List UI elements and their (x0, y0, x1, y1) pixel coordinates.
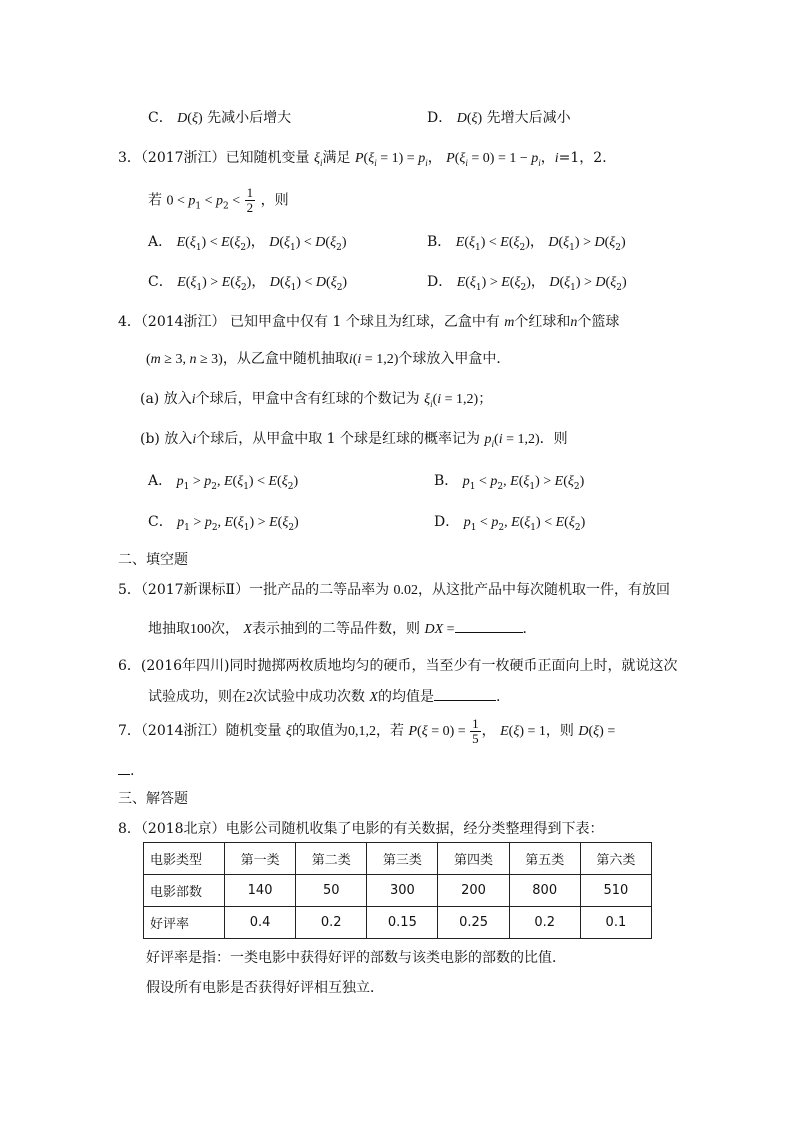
q2-option-d: D． D(ξ) 先增大后减小 (427, 110, 571, 126)
table-cell: 第五类 (509, 843, 580, 875)
table-cell: 0.15 (367, 907, 438, 939)
q4-option-d: D． $p_1 < p_2$, $E(\xi_1) < E(\xi_2)$ (434, 514, 586, 533)
q6-stem: 6．(2016年四川)同时抛掷两枚质地均匀的硬币，当至少有一枚硬币正面向上时，就说这次 (118, 658, 678, 674)
table-cell: 电影类型 (144, 843, 225, 875)
table-cell: 800 (509, 875, 580, 907)
answer-blank[interactable] (434, 686, 496, 701)
q3-option-d: D． $E(\xi_1) > E(\xi_2)$， $D(\xi_1) > D(\xi_2)$ (427, 274, 627, 293)
table-cell: 第四类 (438, 843, 509, 875)
q4-sub-b: (b) 放入i个球后，从甲盒中取 1 个球是红球的概率记为 $p_i(i = 1,2)$．则 (140, 431, 568, 449)
q3-option-b: B． $E(\xi_1) < E(\xi_2)$， $D(\xi_1) > D(\xi_2)$ (427, 234, 626, 253)
table-row (144, 875, 652, 907)
table-row (144, 907, 652, 939)
table-cell: 电影部数 (144, 875, 225, 907)
section-title-fill-in: 二、填空题 (118, 552, 188, 568)
table-cell: 0.2 (509, 907, 580, 939)
q4-stem-line2: (m ≥ 3, n ≥ 3)，从乙盒中随机抽取i(i = 1,2)个球放入甲盒中． (146, 351, 511, 367)
q4-stem: 4．（2014浙江） 已知甲盒中仅有 1 个球且为红球，乙盒中有 m个红球和n个篮球 (118, 314, 620, 330)
table-cell: 0.4 (225, 907, 296, 939)
q3-condition: 若 $0 < p_1 < p_2$ < $\frac{1}{2}$ ，则 (148, 185, 289, 215)
q7-stem: 7．（2014浙江）随机变量 ξ的取值为0,1,2，若 P(ξ = 0) = $\frac{1}{5}$ ， E(ξ) = 1，则 D(ξ) = (118, 715, 616, 746)
q3-option-a: A． $E(\xi_1) < E(\xi_2)$， $D(\xi_1) < D(\xi_2)$ (148, 234, 347, 253)
table-cell: 第六类 (580, 843, 651, 875)
table-cell: 第二类 (296, 843, 367, 875)
table-cell: 0.25 (438, 907, 509, 939)
q4-option-a: A． $p_1 > p_2$, $E(\xi_1) < E(\xi_2)$ (148, 473, 299, 492)
fraction-one-half: $\frac{1}{2}$ (246, 185, 254, 215)
q8-note-1: 好评率是指：一类电影中获得好评的部数与该类电影的部数的比值． (146, 950, 566, 966)
table-cell: 140 (225, 875, 296, 907)
q4-sub-a: (a) 放入i个球后，甲盒中含有红球的个数记为 $\xi_i(i = 1,2)$； (140, 391, 493, 409)
table-cell: 50 (296, 875, 367, 907)
movie-data-table (143, 842, 652, 939)
q2-option-c: C． D(ξ) 先减小后增大 (148, 110, 292, 126)
fraction-one-fifth: $\frac{1}{5}$ (472, 715, 479, 746)
section-title-solutions: 三、解答题 (118, 791, 188, 807)
table-cell: 0.2 (296, 907, 367, 939)
table-cell: 0.1 (580, 907, 651, 939)
table-cell: 300 (367, 875, 438, 907)
answer-blank[interactable] (455, 618, 523, 633)
table-cell: 好评率 (144, 907, 225, 939)
table-cell: 第一类 (225, 843, 296, 875)
table-row (144, 843, 652, 875)
q4-option-b: B． $p_1 < p_2$, $E(\xi_1) > E(\xi_2)$ (434, 473, 585, 492)
table-cell: 第三类 (367, 843, 438, 875)
q5-stem: 5．（2017新课标Ⅱ）一批产品的二等品率为 0.02，从这批产品中每次随机取一件，有放回 (118, 582, 671, 598)
q6-stem-line2: 试验成功，则在2次试验中成功次数 X的均值是 . (148, 686, 500, 708)
q8-note-2: 假设所有电影是否获得好评相互独立． (146, 980, 384, 996)
q5-stem-line2: 地抽取100次， X表示抽到的二等品件数，则 DX = ． (148, 618, 537, 640)
q3-option-c: C． $E(\xi_1) > E(\xi_2)$， $D(\xi_1) < D(\xi_2)$ (148, 274, 348, 293)
table-cell: 200 (438, 875, 509, 907)
q3-stem: 3．（2017浙江）已知随机变量 $\xi_i$满足 $P(\xi_i = 1) = p_i$， $P(\xi_i = 0) = 1 - p_i$，i=1，2． (118, 150, 617, 168)
table-cell: 510 (580, 875, 651, 907)
answer-blank[interactable] (118, 760, 130, 775)
q4-option-c: C． $p_1 > p_2$, $E(\xi_1) > E(\xi_2)$ (148, 514, 299, 533)
q7-answer-line: . (118, 760, 134, 781)
q8-stem: 8．（2018北京）电影公司随机收集了电影的有关数据，经分类整理得到下表： (118, 821, 604, 837)
